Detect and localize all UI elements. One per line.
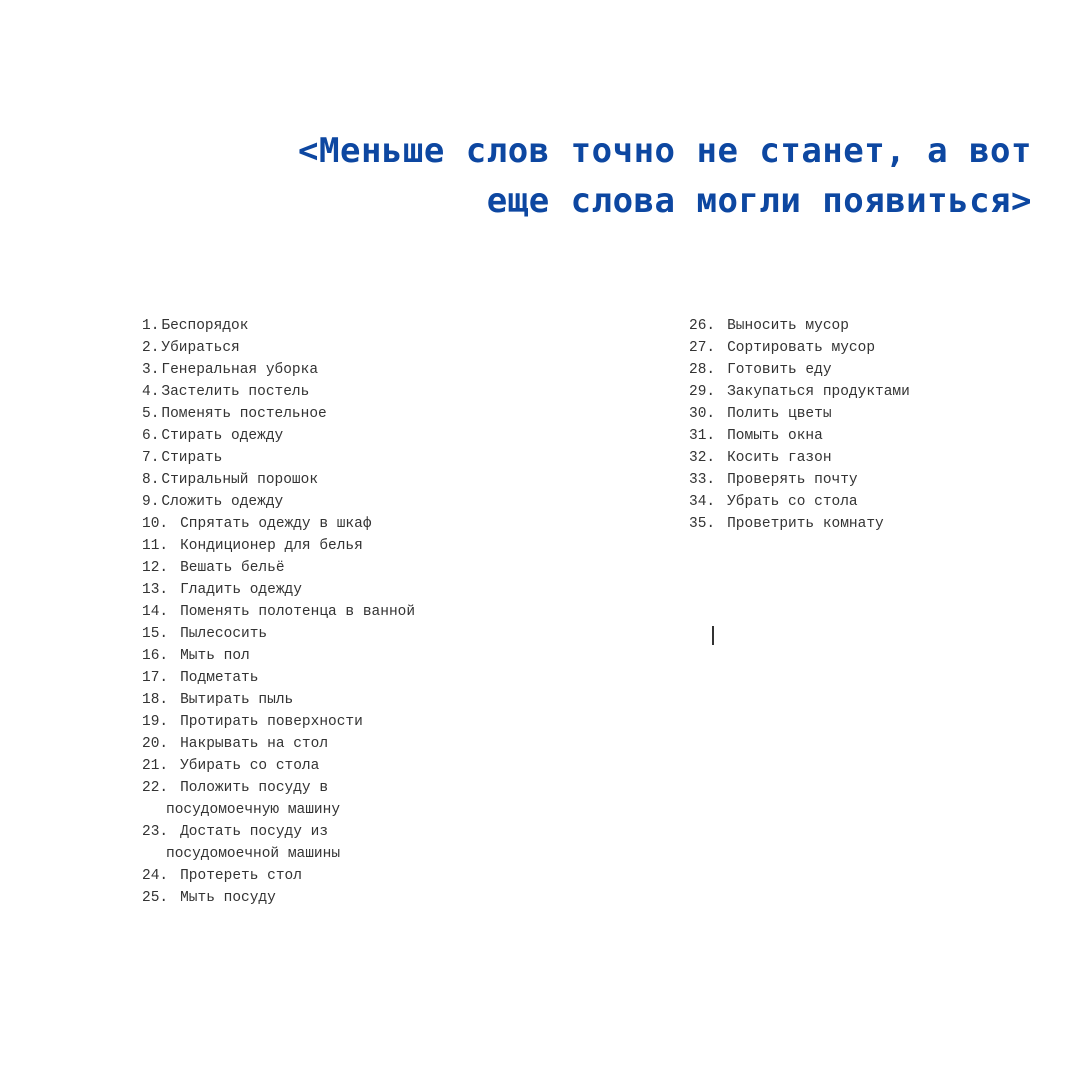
list-item-number: 16. bbox=[142, 648, 169, 664]
list-item bbox=[142, 601, 642, 623]
list-item-number: 33. bbox=[689, 472, 716, 488]
list-item-number: 17. bbox=[142, 670, 169, 686]
word-list-left bbox=[142, 315, 642, 909]
list-item-number: 23. bbox=[142, 824, 169, 840]
list-item-text: Беспорядок bbox=[161, 318, 249, 334]
list-item-number: 30. bbox=[689, 406, 716, 422]
list-item-text: Стиральный порошок bbox=[161, 472, 319, 488]
list-item bbox=[142, 887, 642, 909]
list-item-number: 3. bbox=[142, 362, 160, 378]
list-item-number: 5. bbox=[142, 406, 160, 422]
list-item-text: Пылесосить bbox=[180, 626, 268, 642]
list-item-text: Проветрить комнату bbox=[727, 516, 884, 532]
list-item bbox=[142, 381, 642, 403]
list-item-text: Генеральная уборка bbox=[161, 362, 319, 378]
list-item-number: 25. bbox=[142, 890, 169, 906]
list-item-number: 24. bbox=[142, 868, 169, 884]
list-item-text: Подметать bbox=[180, 670, 259, 686]
list-item-number: 11. bbox=[142, 538, 169, 554]
list-item-text: Застелить постель bbox=[161, 384, 310, 400]
list-item bbox=[142, 623, 642, 645]
list-item bbox=[142, 491, 642, 513]
list-item-number: 19. bbox=[142, 714, 169, 730]
list-item-text: Положить посуду в bbox=[180, 780, 329, 796]
list-item-number: 29. bbox=[689, 384, 716, 400]
list-item-number: 20. bbox=[142, 736, 169, 752]
list-item-number: 15. bbox=[142, 626, 169, 642]
list-item-number: 12. bbox=[142, 560, 169, 576]
list-item-text: Гладить одежду bbox=[180, 582, 302, 598]
list-item-text: Убирать со стола bbox=[180, 758, 320, 774]
list-item bbox=[142, 425, 642, 447]
list-item bbox=[142, 469, 642, 491]
list-item-text: Мыть посуду bbox=[180, 890, 276, 906]
list-item-text: Протереть стол bbox=[180, 868, 302, 884]
list-item bbox=[689, 469, 1049, 491]
list-item bbox=[142, 711, 642, 733]
list-item-number: 26. bbox=[689, 318, 716, 334]
list-item bbox=[142, 513, 642, 535]
list-item bbox=[689, 425, 1049, 447]
list-item-text: Сложить одежду bbox=[161, 494, 284, 510]
list-item-number: 28. bbox=[689, 362, 716, 378]
list-item bbox=[142, 403, 642, 425]
list-item-text: Мыть пол bbox=[180, 648, 250, 664]
list-item-text: Вешать бельё bbox=[180, 560, 285, 576]
list-item bbox=[142, 865, 642, 887]
list-item bbox=[142, 733, 642, 755]
list-item-number: 2. bbox=[142, 340, 160, 356]
list-item bbox=[142, 821, 642, 865]
list-item-number: 18. bbox=[142, 692, 169, 708]
text-cursor bbox=[712, 626, 714, 645]
list-item-number: 32. bbox=[689, 450, 716, 466]
list-item-text: Убираться bbox=[161, 340, 240, 356]
list-item-number: 31. bbox=[689, 428, 716, 444]
list-item-text: Проверять почту bbox=[727, 472, 858, 488]
list-item-text: Сортировать мусор bbox=[727, 340, 876, 356]
list-item bbox=[689, 315, 1049, 337]
list-item bbox=[142, 777, 642, 821]
list-item-text: Готовить еду bbox=[727, 362, 832, 378]
list-item-number: 1. bbox=[142, 318, 160, 334]
list-item-number: 7. bbox=[142, 450, 160, 466]
list-item bbox=[142, 557, 642, 579]
list-item-number: 27. bbox=[689, 340, 716, 356]
list-item bbox=[689, 447, 1049, 469]
list-item-number: 4. bbox=[142, 384, 160, 400]
list-item bbox=[142, 579, 642, 601]
list-item bbox=[142, 645, 642, 667]
list-item bbox=[142, 447, 642, 469]
page-heading bbox=[172, 126, 1032, 226]
list-item bbox=[689, 403, 1049, 425]
list-item-number: 8. bbox=[142, 472, 160, 488]
list-item-text-continued: посудомоечной машины bbox=[166, 846, 341, 862]
list-item-number: 6. bbox=[142, 428, 160, 444]
word-list-right bbox=[689, 315, 1049, 535]
list-item-text: Достать посуду из bbox=[180, 824, 329, 840]
list-item bbox=[689, 337, 1049, 359]
list-item bbox=[142, 315, 642, 337]
list-item bbox=[142, 337, 642, 359]
heading-line-1: <Меньше слов точно не станет, а вот bbox=[298, 131, 1032, 171]
list-item-number: 13. bbox=[142, 582, 169, 598]
list-item bbox=[142, 755, 642, 777]
list-item-text: Спрятать одежду в шкаф bbox=[180, 516, 372, 532]
list-item-text: Кондиционер для белья bbox=[180, 538, 363, 554]
list-item bbox=[142, 689, 642, 711]
list-item-text: Протирать поверхности bbox=[180, 714, 363, 730]
list-item-number: 22. bbox=[142, 780, 169, 796]
list-item-text: Стирать bbox=[161, 450, 223, 466]
list-item-text: Выносить мусор bbox=[727, 318, 849, 334]
list-item-text: Поменять постельное bbox=[161, 406, 327, 422]
list-item-text: Полить цветы bbox=[727, 406, 832, 422]
list-item-text: Поменять полотенца в ванной bbox=[180, 604, 416, 620]
heading-line-2: еще слова могли появиться> bbox=[486, 181, 1032, 221]
list-item-number: 34. bbox=[689, 494, 716, 510]
list-item bbox=[689, 381, 1049, 403]
list-item-text: Убрать со стола bbox=[727, 494, 858, 510]
list-item bbox=[689, 513, 1049, 535]
list-item bbox=[142, 667, 642, 689]
list-item-text: Вытирать пыль bbox=[180, 692, 294, 708]
list-item-text: Закупаться продуктами bbox=[727, 384, 910, 400]
list-item bbox=[142, 359, 642, 381]
list-item bbox=[142, 535, 642, 557]
list-item-text: Стирать одежду bbox=[161, 428, 284, 444]
list-item bbox=[689, 491, 1049, 513]
list-item-text-continued: посудомоечную машину bbox=[166, 802, 341, 818]
list-item-number: 21. bbox=[142, 758, 169, 774]
list-item-text: Помыть окна bbox=[727, 428, 823, 444]
list-item bbox=[689, 359, 1049, 381]
list-item-number: 10. bbox=[142, 516, 169, 532]
list-item-text: Накрывать на стол bbox=[180, 736, 329, 752]
list-item-number: 35. bbox=[689, 516, 716, 532]
list-item-number: 14. bbox=[142, 604, 169, 620]
list-item-number: 9. bbox=[142, 494, 160, 510]
list-item-text: Косить газон bbox=[727, 450, 832, 466]
